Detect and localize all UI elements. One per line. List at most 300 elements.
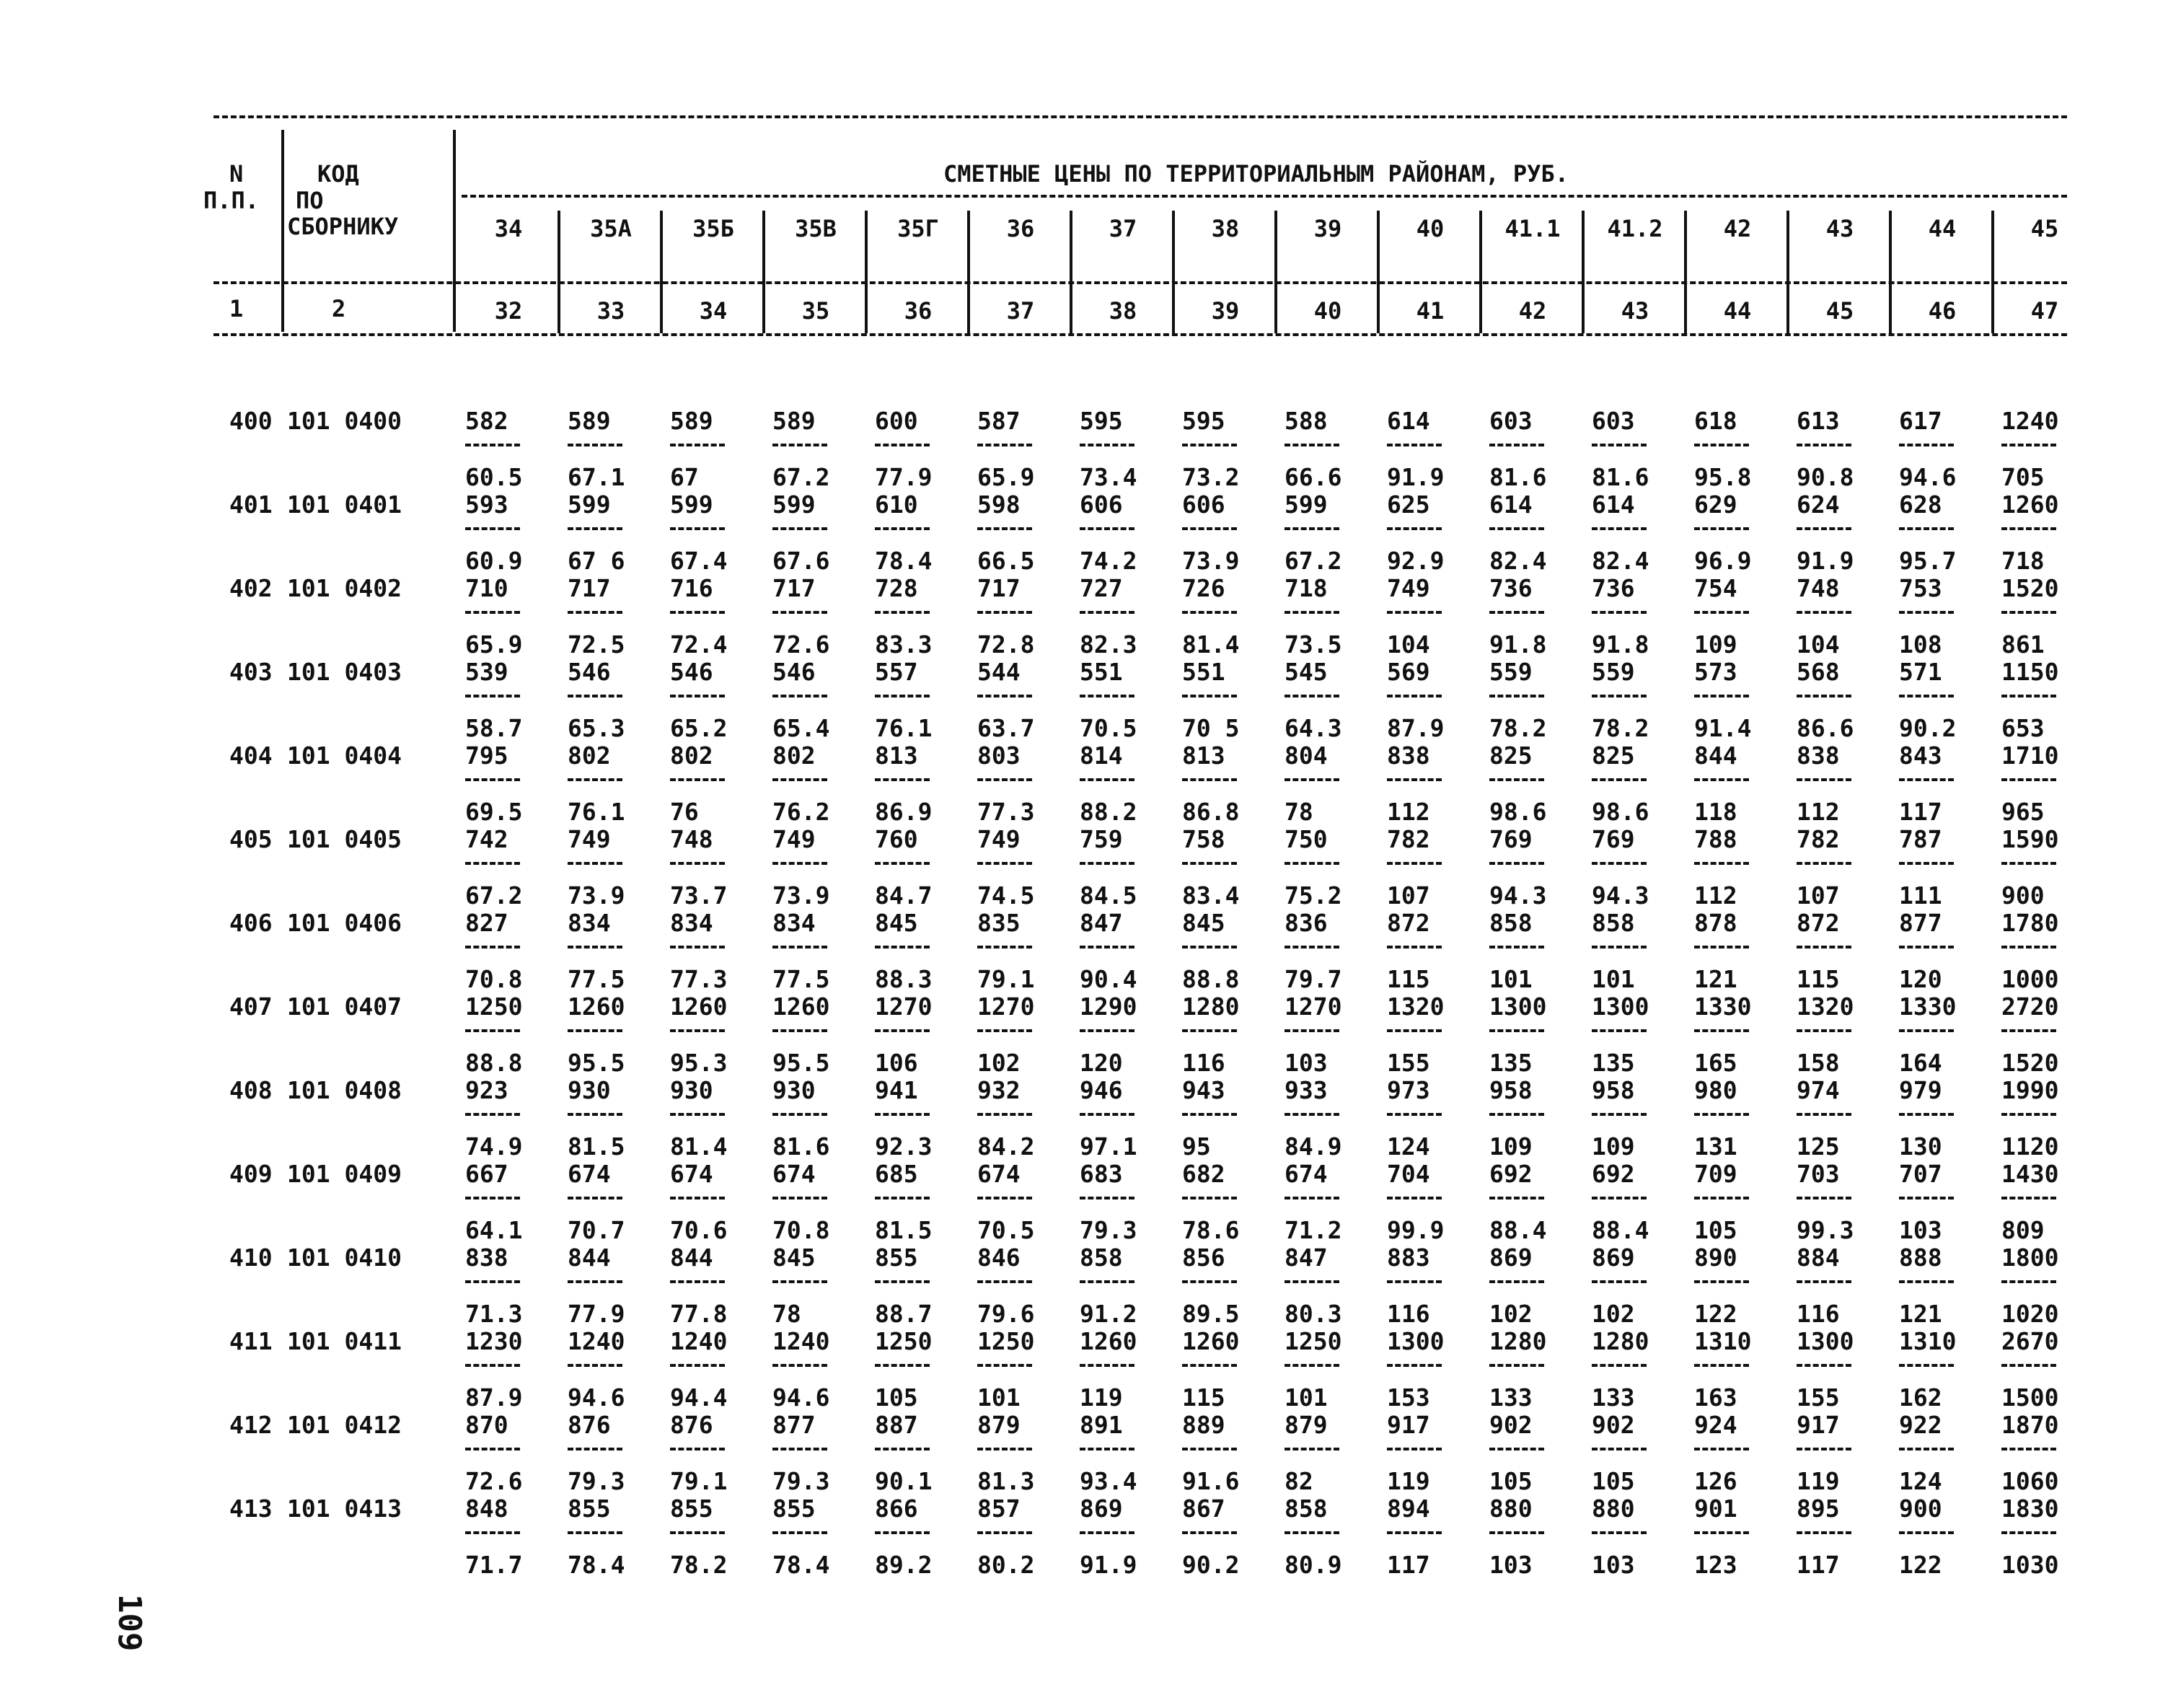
- wage-value: 101: [1489, 965, 1533, 993]
- fraction-dash: [465, 1197, 520, 1199]
- fraction-dash: [1489, 444, 1544, 446]
- fraction-dash: [1592, 1531, 1647, 1534]
- price-value: 544: [977, 658, 1021, 686]
- wage-value: 70.5: [1080, 714, 1137, 742]
- fraction-dash: [670, 1364, 725, 1367]
- fraction-dash: [568, 1531, 622, 1534]
- wage-value: 94.6: [772, 1383, 830, 1412]
- wage-value: 90.4: [1080, 965, 1137, 993]
- price-value: 598: [977, 490, 1021, 519]
- wage-value: 119: [1797, 1467, 1840, 1495]
- wage-value: 77.9: [875, 463, 933, 491]
- price-value: 674: [977, 1160, 1021, 1188]
- fraction-dash: [1080, 695, 1134, 697]
- row-number: 404: [229, 741, 273, 770]
- row-number: 400: [229, 407, 273, 435]
- wage-value: 75.2: [1285, 881, 1342, 910]
- fraction-dash: [1797, 1448, 1851, 1451]
- row-number: 410: [229, 1243, 273, 1272]
- price-value: 569: [1387, 658, 1430, 686]
- fraction-dash: [670, 1531, 725, 1534]
- fraction-dash: [875, 444, 930, 446]
- wage-value: 155: [1387, 1049, 1430, 1077]
- price-value: 557: [875, 658, 918, 686]
- wage-value: 78.2: [1592, 714, 1649, 742]
- price-value: 802: [568, 741, 611, 770]
- fraction-dash: [1080, 946, 1134, 948]
- price-value: 917: [1797, 1411, 1840, 1439]
- fraction-dash: [1592, 1197, 1647, 1199]
- fraction-dash: [1387, 946, 1442, 948]
- fraction-dash: [1080, 1029, 1134, 1032]
- wage-value: 72.6: [465, 1467, 523, 1495]
- column-number: 33: [596, 297, 625, 325]
- price-value: 1260: [670, 992, 728, 1021]
- price-value: 769: [1489, 825, 1533, 853]
- column-number: 39: [1211, 297, 1240, 325]
- fraction-dash: [1182, 1197, 1237, 1199]
- wage-value: 74.9: [465, 1132, 523, 1161]
- wage-value: 95: [1182, 1132, 1211, 1161]
- fraction-dash: [1285, 444, 1339, 446]
- price-value: 1430: [2001, 1160, 2059, 1188]
- district-header: 42: [1723, 215, 1752, 242]
- fraction-dash: [1694, 1113, 1749, 1116]
- fraction-dash: [1694, 1448, 1749, 1451]
- price-value: 855: [772, 1494, 816, 1523]
- price-value: 603: [1592, 407, 1635, 435]
- wage-value: 67.6: [772, 547, 830, 575]
- row-number: 411: [229, 1327, 273, 1355]
- wage-value: 60.5: [465, 463, 523, 491]
- fraction-dash: [568, 778, 622, 781]
- price-value: 674: [772, 1160, 816, 1188]
- wage-value: 88.4: [1489, 1216, 1547, 1244]
- row-number: 408: [229, 1076, 273, 1104]
- header-mid-rule: [462, 195, 2067, 198]
- price-value: 1800: [2001, 1243, 2059, 1272]
- price-value: 858: [1080, 1243, 1123, 1272]
- fraction-dash: [1592, 527, 1647, 530]
- wage-value: 79.7: [1285, 965, 1342, 993]
- wage-value: 103: [1489, 1551, 1533, 1579]
- wage-value: 78.4: [875, 547, 933, 575]
- row-code: 101 0407: [287, 992, 402, 1021]
- price-value: 573: [1694, 658, 1737, 686]
- fraction-dash: [1592, 1029, 1647, 1032]
- fraction-dash: [1182, 695, 1237, 697]
- wage-value: 123: [1694, 1551, 1737, 1579]
- price-value: 692: [1592, 1160, 1635, 1188]
- fraction-dash: [1387, 1364, 1442, 1367]
- wage-value: 718: [2001, 547, 2045, 575]
- wage-value: 95.7: [1899, 547, 1957, 575]
- district-header: 37: [1109, 215, 1137, 242]
- fraction-dash: [1285, 527, 1339, 530]
- wage-value: 65.9: [977, 463, 1035, 491]
- wage-value: 98.6: [1489, 798, 1547, 826]
- price-value: 1260: [772, 992, 830, 1021]
- wage-value: 101: [977, 1383, 1021, 1412]
- price-value: 1260: [1080, 1327, 1137, 1355]
- district-separator: [1991, 211, 1994, 333]
- fraction-dash: [1080, 611, 1134, 614]
- row-code: 101 0402: [287, 574, 402, 602]
- wage-value: 126: [1694, 1467, 1737, 1495]
- fraction-dash: [1285, 611, 1339, 614]
- column-number: 32: [494, 297, 523, 325]
- wage-value: 88.8: [1182, 965, 1240, 993]
- price-value: 749: [568, 825, 611, 853]
- column-number: 40: [1313, 297, 1342, 325]
- price-value: 788: [1694, 825, 1737, 853]
- wage-value: 79.1: [670, 1467, 728, 1495]
- wage-value: 78: [772, 1300, 801, 1328]
- fraction-dash: [1899, 1280, 1954, 1283]
- fraction-dash: [465, 695, 520, 697]
- price-value: 917: [1387, 1411, 1430, 1439]
- fraction-dash: [1797, 778, 1851, 781]
- wage-value: 94.6: [1899, 463, 1957, 491]
- wage-value: 130: [1899, 1132, 1942, 1161]
- fraction-dash: [465, 778, 520, 781]
- column-number: 44: [1723, 297, 1752, 325]
- wage-value: 115: [1387, 965, 1430, 993]
- wage-value: 76.2: [772, 798, 830, 826]
- wage-value: 165: [1694, 1049, 1737, 1077]
- price-value: 1240: [670, 1327, 728, 1355]
- price-value: 742: [465, 825, 508, 853]
- fraction-dash: [1387, 1029, 1442, 1032]
- wage-value: 95.5: [772, 1049, 830, 1077]
- wage-value: 99.3: [1797, 1216, 1854, 1244]
- price-value: 843: [1899, 741, 1942, 770]
- fraction-dash: [1489, 946, 1544, 948]
- price-value: 1270: [875, 992, 933, 1021]
- wage-value: 81.4: [1182, 630, 1240, 659]
- fraction-dash: [568, 1029, 622, 1032]
- column-number: 34: [699, 297, 728, 325]
- district-separator: [1377, 211, 1380, 333]
- wage-value: 77.8: [670, 1300, 728, 1328]
- price-value: 709: [1694, 1160, 1737, 1188]
- price-value: 884: [1797, 1243, 1840, 1272]
- price-value: 599: [772, 490, 816, 519]
- wage-value: 70 5: [1182, 714, 1240, 742]
- fraction-dash: [465, 1029, 520, 1032]
- fraction-dash: [2001, 1029, 2056, 1032]
- price-value: 879: [1285, 1411, 1328, 1439]
- price-value: 1830: [2001, 1494, 2059, 1523]
- wage-value: 131: [1694, 1132, 1737, 1161]
- fraction-dash: [977, 1113, 1032, 1116]
- fraction-dash: [1285, 862, 1339, 865]
- wage-value: 162: [1899, 1383, 1942, 1412]
- wage-value: 809: [2001, 1216, 2045, 1244]
- row-code: 101 0410: [287, 1243, 402, 1272]
- price-value: 726: [1182, 574, 1225, 602]
- fraction-dash: [1694, 695, 1749, 697]
- row-code: 101 0413: [287, 1494, 402, 1523]
- fraction-dash: [1694, 1280, 1749, 1283]
- wage-value: 91.9: [1797, 547, 1854, 575]
- fraction-dash: [1489, 862, 1544, 865]
- price-value: 795: [465, 741, 508, 770]
- fraction-dash: [2001, 1113, 2056, 1116]
- fraction-dash: [1797, 527, 1851, 530]
- fraction-dash: [465, 946, 520, 948]
- fraction-dash: [1387, 778, 1442, 781]
- fraction-dash: [1489, 1448, 1544, 1451]
- price-value: 674: [670, 1160, 713, 1188]
- wage-value: 67.2: [772, 463, 830, 491]
- wage-value: 109: [1489, 1132, 1533, 1161]
- fraction-dash: [465, 1280, 520, 1283]
- column-number: 47: [2030, 297, 2059, 325]
- fraction-dash: [2001, 527, 2056, 530]
- price-value: 748: [670, 825, 713, 853]
- fraction-dash: [1285, 1280, 1339, 1283]
- wage-value: 120: [1899, 965, 1942, 993]
- price-value: 838: [1387, 741, 1430, 770]
- fraction-dash: [1080, 778, 1134, 781]
- wage-value: 164: [1899, 1049, 1942, 1077]
- fraction-dash: [568, 946, 622, 948]
- price-value: 1260: [1182, 1327, 1240, 1355]
- fraction-dash: [977, 1029, 1032, 1032]
- fraction-dash: [1489, 1364, 1544, 1367]
- wage-value: 88.7: [875, 1300, 933, 1328]
- district-separator: [1889, 211, 1892, 333]
- wage-value: 95.5: [568, 1049, 625, 1077]
- fraction-dash: [875, 1364, 930, 1367]
- price-value: 902: [1592, 1411, 1635, 1439]
- wage-value: 107: [1797, 881, 1840, 910]
- fraction-dash: [772, 946, 827, 948]
- wage-value: 88.8: [465, 1049, 523, 1077]
- fraction-dash: [875, 1448, 930, 1451]
- fraction-dash: [1182, 1448, 1237, 1451]
- column-number: 36: [904, 297, 933, 325]
- fraction-dash: [1899, 862, 1954, 865]
- wage-value: 1060: [2001, 1467, 2059, 1495]
- price-value: 974: [1797, 1076, 1840, 1104]
- district-header: 36: [1006, 215, 1035, 242]
- wage-value: 109: [1694, 630, 1737, 659]
- price-value: 1520: [2001, 574, 2059, 602]
- fraction-dash: [465, 1448, 520, 1451]
- wage-value: 67 6: [568, 547, 625, 575]
- price-value: 603: [1489, 407, 1533, 435]
- fraction-dash: [1285, 695, 1339, 697]
- column-number: 42: [1518, 297, 1547, 325]
- fraction-dash: [1694, 527, 1749, 530]
- price-value: 682: [1182, 1160, 1225, 1188]
- wage-value: 82: [1285, 1467, 1313, 1495]
- fraction-dash: [465, 862, 520, 865]
- row-code: 101 0405: [287, 825, 402, 853]
- district-header: 39: [1313, 215, 1342, 242]
- price-value: 1250: [1285, 1327, 1342, 1355]
- price-value: 876: [670, 1411, 713, 1439]
- wage-value: 103: [1899, 1216, 1942, 1244]
- header-title: СМЕТНЫЕ ЦЕНЫ ПО ТЕРРИТОРИАЛЬНЫМ РАЙОНАМ, РУБ.: [943, 160, 1569, 188]
- wage-value: 105: [875, 1383, 918, 1412]
- wage-value: 78.6: [1182, 1216, 1240, 1244]
- price-value: 571: [1899, 658, 1942, 686]
- fraction-dash: [1592, 862, 1647, 865]
- fraction-dash: [1387, 1280, 1442, 1283]
- district-separator: [1274, 211, 1277, 333]
- district-header: 41.1: [1504, 215, 1561, 242]
- fraction-dash: [1182, 527, 1237, 530]
- fraction-dash: [1694, 946, 1749, 948]
- price-value: 844: [568, 1243, 611, 1272]
- fraction-dash: [772, 611, 827, 614]
- fraction-dash: [977, 778, 1032, 781]
- fraction-dash: [1797, 862, 1851, 865]
- fraction-dash: [875, 611, 930, 614]
- header-code-label-1: КОД: [317, 160, 359, 188]
- price-value: 872: [1387, 909, 1430, 937]
- price-value: 546: [670, 658, 713, 686]
- price-value: 1320: [1387, 992, 1445, 1021]
- price-value: 941: [875, 1076, 918, 1104]
- wage-value: 91.6: [1182, 1467, 1240, 1495]
- fraction-dash: [670, 946, 725, 948]
- price-value: 891: [1080, 1411, 1123, 1439]
- wage-value: 77.5: [568, 965, 625, 993]
- wage-value: 71.7: [465, 1551, 523, 1579]
- wage-value: 119: [1387, 1467, 1430, 1495]
- district-header: 40: [1416, 215, 1445, 242]
- fraction-dash: [2001, 1364, 2056, 1367]
- wage-value: 65.2: [670, 714, 728, 742]
- wage-value: 90.2: [1182, 1551, 1240, 1579]
- district-header: 35Б: [692, 215, 734, 242]
- fraction-dash: [1080, 1448, 1134, 1451]
- price-value: 838: [465, 1243, 508, 1272]
- price-value: 872: [1797, 909, 1840, 937]
- wage-value: 64.3: [1285, 714, 1342, 742]
- district-separator: [967, 211, 970, 333]
- price-value: 754: [1694, 574, 1737, 602]
- wage-value: 70.5: [977, 1216, 1035, 1244]
- column-number: 41: [1416, 297, 1445, 325]
- price-value: 625: [1387, 490, 1430, 519]
- wage-value: 112: [1387, 798, 1430, 826]
- wage-value: 72.4: [670, 630, 728, 659]
- fraction-dash: [2001, 778, 2056, 781]
- wage-value: 67.4: [670, 547, 728, 575]
- fraction-dash: [2001, 444, 2056, 446]
- price-value: 599: [568, 490, 611, 519]
- wage-value: 104: [1797, 630, 1840, 659]
- district-header: 41.2: [1607, 215, 1663, 242]
- price-value: 1240: [772, 1327, 830, 1355]
- wage-value: 72.8: [977, 630, 1035, 659]
- fraction-dash: [1285, 1113, 1339, 1116]
- wage-value: 70.8: [465, 965, 523, 993]
- row-code: 101 0406: [287, 909, 402, 937]
- price-value: 932: [977, 1076, 1021, 1104]
- fraction-dash: [772, 1113, 827, 1116]
- row-code: 101 0409: [287, 1160, 402, 1188]
- column-number: 46: [1928, 297, 1957, 325]
- wage-value: 67.2: [1285, 547, 1342, 575]
- wage-value: 861: [2001, 630, 2045, 659]
- fraction-dash: [1182, 444, 1237, 446]
- price-value: 855: [875, 1243, 918, 1272]
- wage-value: 135: [1489, 1049, 1533, 1077]
- wage-value: 95.8: [1694, 463, 1752, 491]
- fraction-dash: [1182, 1113, 1237, 1116]
- fraction-dash: [1899, 1197, 1954, 1199]
- wage-value: 81.6: [1489, 463, 1547, 491]
- wage-value: 67: [670, 463, 699, 491]
- fraction-dash: [1489, 611, 1544, 614]
- wage-value: 70.8: [772, 1216, 830, 1244]
- fraction-dash: [1797, 1113, 1851, 1116]
- wage-value: 111: [1899, 881, 1942, 910]
- header-top-rule: [213, 115, 2067, 118]
- price-value: 614: [1592, 490, 1635, 519]
- price-value: 846: [977, 1243, 1021, 1272]
- price-value: 600: [875, 407, 918, 435]
- price-value: 980: [1694, 1076, 1737, 1104]
- wage-value: 124: [1899, 1467, 1942, 1495]
- price-value: 855: [568, 1494, 611, 1523]
- wage-value: 80.2: [977, 1551, 1035, 1579]
- row-number: 402: [229, 574, 273, 602]
- price-value: 835: [977, 909, 1021, 937]
- price-value: 551: [1182, 658, 1225, 686]
- district-separator: [1070, 211, 1072, 333]
- fraction-dash: [1080, 1113, 1134, 1116]
- price-value: 858: [1285, 1494, 1328, 1523]
- wage-value: 73.5: [1285, 630, 1342, 659]
- price-value: 628: [1899, 490, 1942, 519]
- row-number: 401: [229, 490, 273, 519]
- wage-value: 87.9: [1387, 714, 1445, 742]
- price-value: 858: [1489, 909, 1533, 937]
- fraction-dash: [568, 695, 622, 697]
- fraction-dash: [1182, 778, 1237, 781]
- price-value: 613: [1797, 407, 1840, 435]
- price-value: 844: [1694, 741, 1737, 770]
- district-header: 38: [1211, 215, 1240, 242]
- fraction-dash: [875, 527, 930, 530]
- row-number: 406: [229, 909, 273, 937]
- wage-value: 116: [1387, 1300, 1430, 1328]
- price-value: 902: [1489, 1411, 1533, 1439]
- fraction-dash: [670, 695, 725, 697]
- header-code-label-3: СБОРНИКУ: [287, 213, 399, 240]
- wage-value: 1500: [2001, 1383, 2059, 1412]
- price-value: 685: [875, 1160, 918, 1188]
- fraction-dash: [465, 611, 520, 614]
- fraction-dash: [1797, 1280, 1851, 1283]
- wage-value: 112: [1694, 881, 1737, 910]
- price-value: 869: [1489, 1243, 1533, 1272]
- wage-value: 78.2: [1489, 714, 1547, 742]
- price-value: 1250: [875, 1327, 933, 1355]
- row-number: 413: [229, 1494, 273, 1523]
- price-value: 878: [1694, 909, 1737, 937]
- price-value: 749: [772, 825, 816, 853]
- price-value: 546: [568, 658, 611, 686]
- fraction-dash: [1899, 1113, 1954, 1116]
